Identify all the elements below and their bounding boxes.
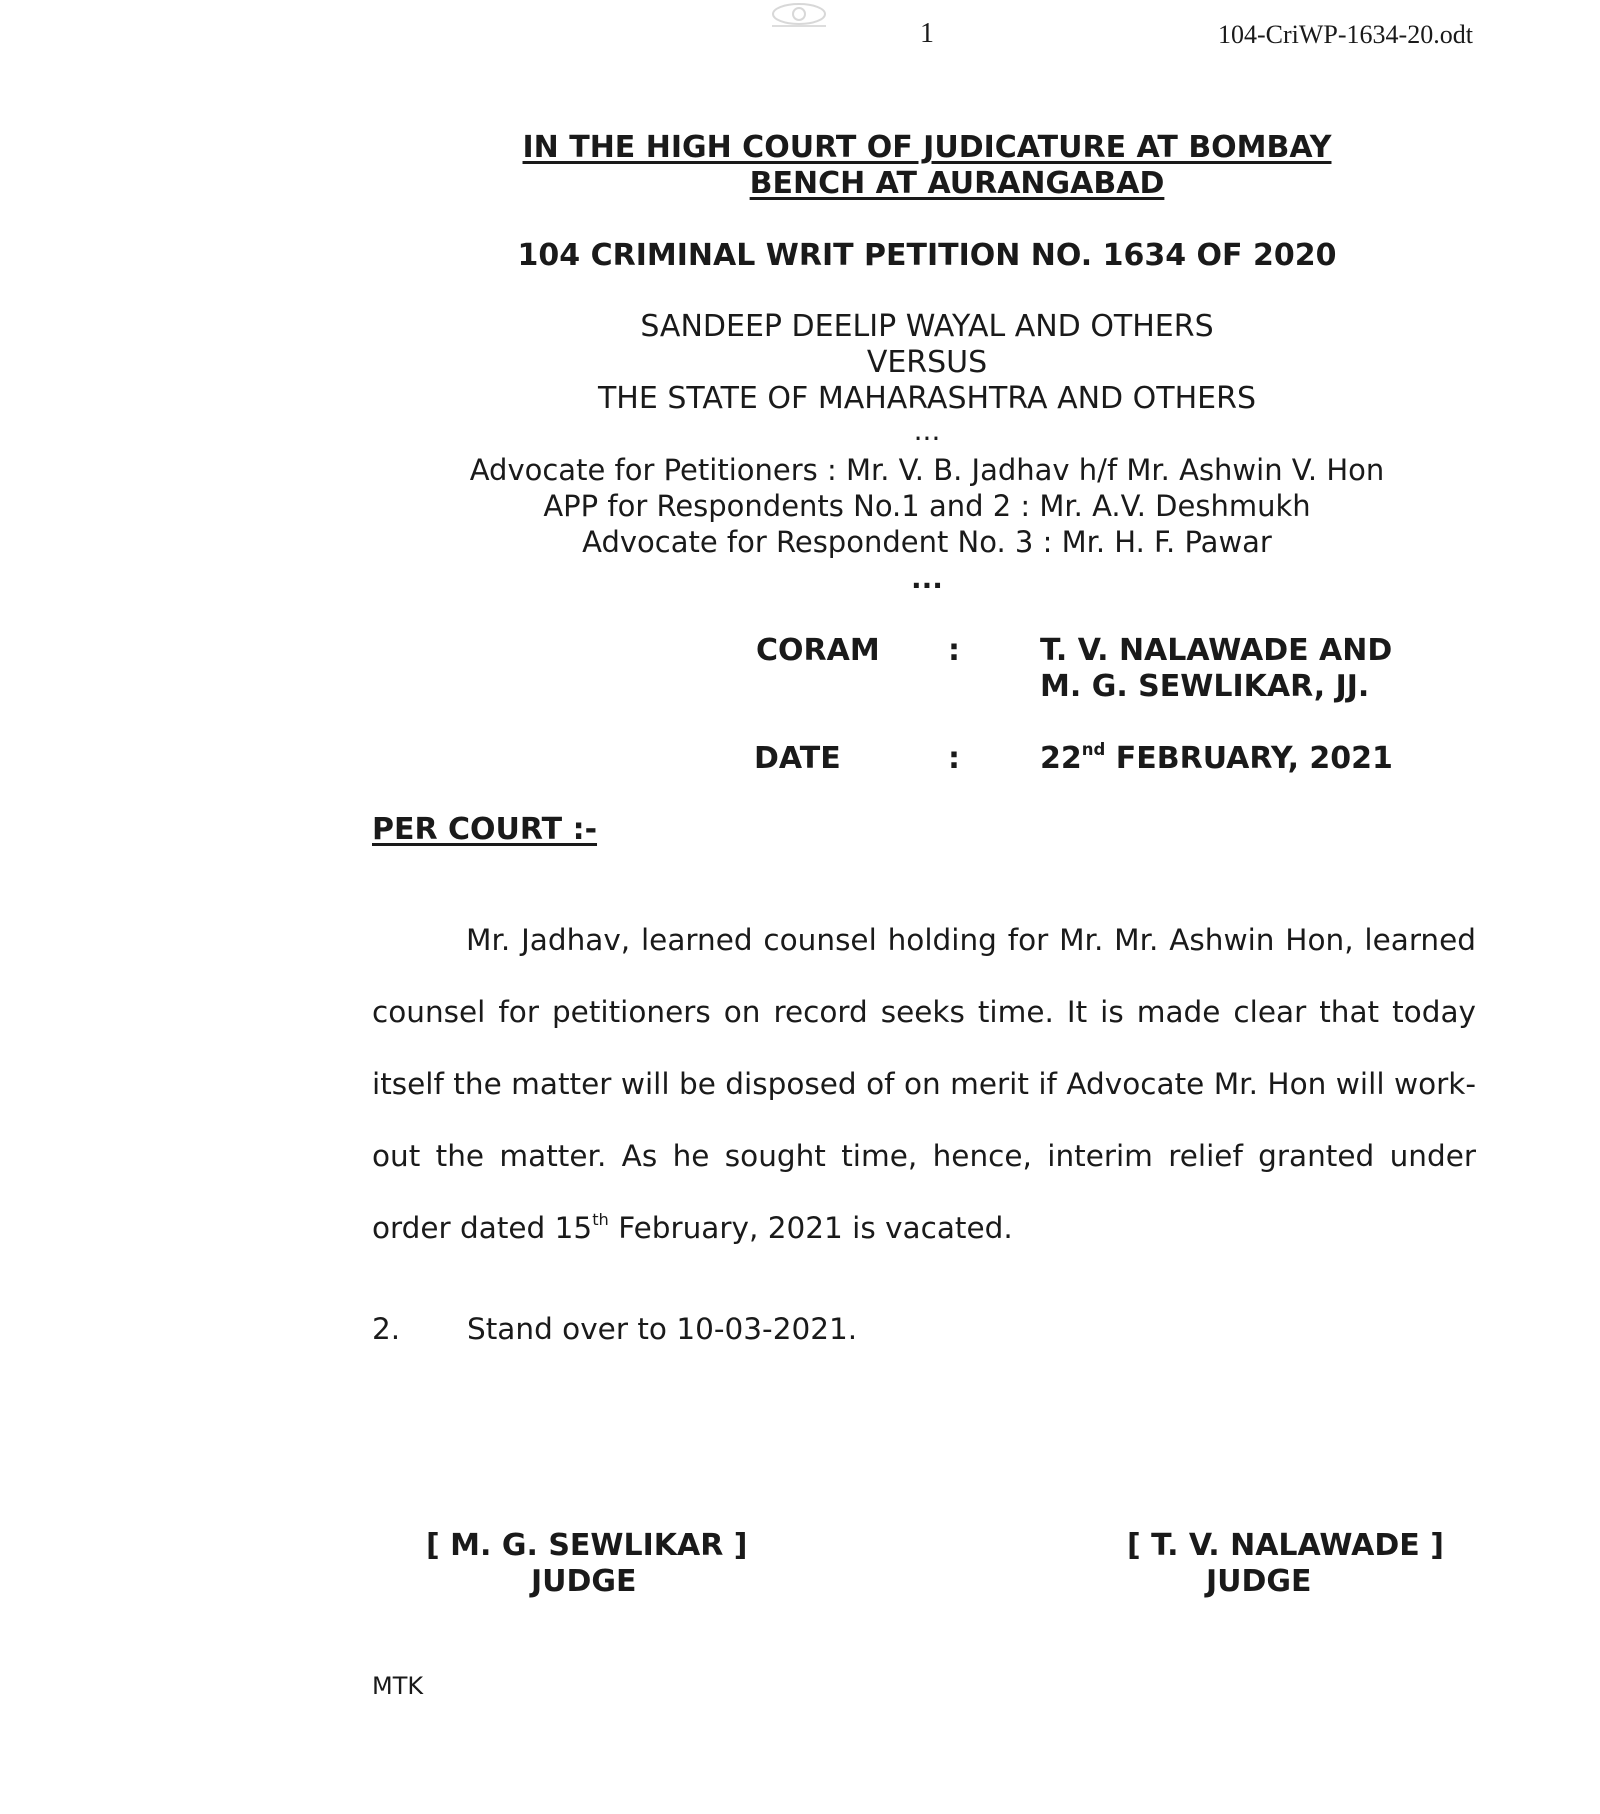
paragraph-sup: th bbox=[592, 1210, 609, 1230]
court-name: IN THE HIGH COURT OF JUDICATURE AT BOMBAY bbox=[522, 130, 1332, 165]
petitioners: SANDEEP DEELIP WAYAL AND OTHERS bbox=[640, 309, 1214, 344]
signature-judge-nalawade: [ T. V. NALAWADE ] bbox=[1127, 1528, 1444, 1563]
date-value bbox=[1040, 741, 1393, 776]
date-colon: : bbox=[948, 741, 960, 776]
date-suffix: nd bbox=[1081, 739, 1106, 759]
advocate-respondents-1-2: APP for Respondents No.1 and 2 : Mr. A.V. Deshmukh bbox=[543, 489, 1311, 523]
signature-judge-sewlikar: [ M. G. SEWLIKAR ] bbox=[426, 1528, 748, 1563]
coram-colon: : bbox=[948, 633, 960, 668]
stenographer-initials: MTK bbox=[372, 1672, 424, 1700]
order-paragraph-1 bbox=[372, 904, 1476, 1264]
advocates-separator: ... bbox=[911, 562, 943, 595]
page-number: 1 bbox=[920, 18, 934, 49]
court-emblem-icon bbox=[762, 0, 836, 40]
signature-title-right: JUDGE bbox=[1206, 1564, 1312, 1599]
advocate-petitioners: Advocate for Petitioners : Mr. V. B. Jadhav h/f Mr. Ashwin V. Hon bbox=[469, 453, 1385, 487]
bench-name: BENCH AT AURANGABAD bbox=[749, 166, 1165, 201]
advocate-respondent-3: Advocate for Respondent No. 3 : Mr. H. F. Pawar bbox=[582, 525, 1272, 559]
coram-label: CORAM bbox=[756, 633, 880, 668]
per-court-heading: PER COURT :- bbox=[372, 812, 598, 847]
versus: VERSUS bbox=[866, 345, 988, 380]
paragraph-text: Mr. Jadhav, learned counsel holding for Mr. Mr. Ashwin Hon, learned counsel for petitioners on record seeks time. It is made clear that today itself the matter will be disposed of on merit if Advocate Mr. Hon will work-out the matter. As he sought time, hence, interim relief granted under order dated 15 bbox=[372, 923, 1476, 1245]
paragraph-2-text: Stand over to 10-03-2021. bbox=[467, 1312, 858, 1346]
paragraph-2-number: 2. bbox=[372, 1312, 401, 1346]
date-rest: FEBRUARY, 2021 bbox=[1105, 741, 1393, 776]
coram-judge-2: M. G. SEWLIKAR, JJ. bbox=[1040, 669, 1370, 704]
file-identifier: 104-CriWP-1634-20.odt bbox=[1218, 20, 1473, 49]
date-day: 22 bbox=[1040, 741, 1082, 776]
coram-judge-1: T. V. NALAWADE AND bbox=[1040, 633, 1393, 668]
respondents: THE STATE OF MAHARASHTRA AND OTHERS bbox=[597, 381, 1257, 416]
parties-separator: ... bbox=[913, 414, 941, 447]
case-title: 104 CRIMINAL WRIT PETITION NO. 1634 OF 2020 bbox=[517, 238, 1337, 273]
date-label: DATE bbox=[754, 741, 841, 776]
paragraph-text-end: February, 2021 is vacated. bbox=[608, 1211, 1013, 1245]
signature-title-left: JUDGE bbox=[531, 1564, 637, 1599]
